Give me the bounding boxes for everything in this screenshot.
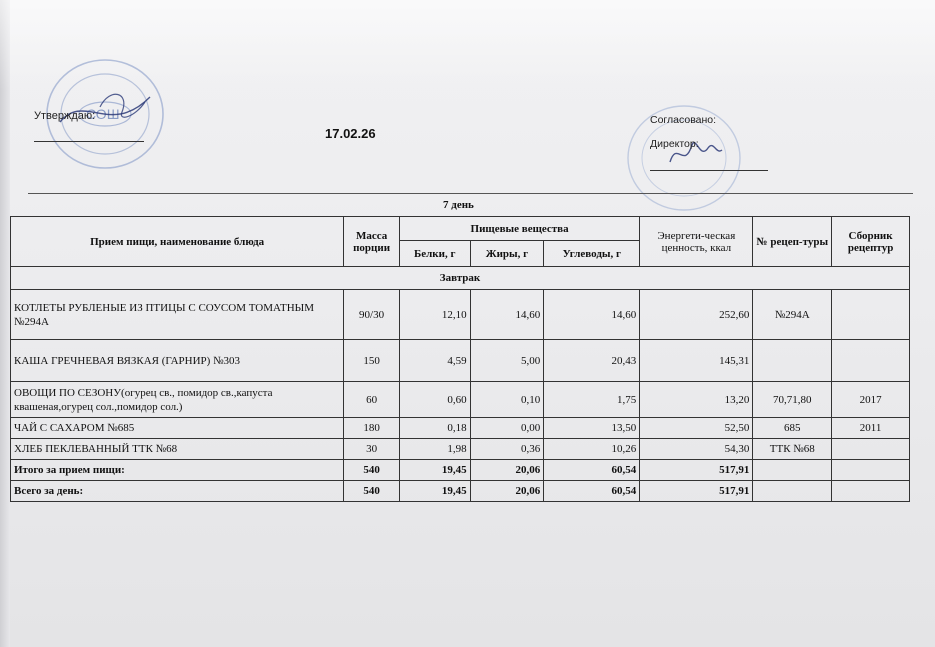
- header-collection: Сборник рецептур: [832, 217, 910, 267]
- dish-collection: [832, 439, 910, 460]
- day-total-energy: 517,91: [640, 481, 753, 502]
- dish-mass: 90/30: [344, 290, 400, 340]
- dish-collection: 2011: [832, 418, 910, 439]
- dish-energy: 52,50: [640, 418, 753, 439]
- dish-fat: 14,60: [470, 290, 544, 340]
- dish-carbs: 20,43: [544, 340, 640, 382]
- day-total-row: [11, 481, 910, 502]
- header-carbs: Углеводы, г: [544, 241, 640, 267]
- dish-carbs: 1,75: [544, 382, 640, 418]
- dish-mass: 180: [344, 418, 400, 439]
- dish-collection: 2017: [832, 382, 910, 418]
- meal-total-protein: 19,45: [399, 460, 470, 481]
- header-fat: Жиры, г: [470, 241, 544, 267]
- paper-fold: [0, 0, 10, 647]
- day-total-label: Всего за день:: [11, 481, 344, 502]
- table-row: [11, 439, 910, 460]
- header-recipe: № рецеп-туры: [753, 217, 832, 267]
- stamp-text: СОШ: [86, 106, 120, 122]
- dish-name: ОВОЩИ ПО СЕЗОНУ(огурец св., помидор св.,капуста квашеная,огурец сол.,помидор сол.): [11, 382, 344, 418]
- dish-mass: 150: [344, 340, 400, 382]
- day-total-collection: [832, 481, 910, 502]
- director-label: Директор:: [650, 138, 699, 150]
- header-dish-name: Прием пищи, наименование блюда: [11, 217, 344, 267]
- dish-fat: 5,00: [470, 340, 544, 382]
- table-row: [11, 382, 910, 418]
- dish-collection: [832, 290, 910, 340]
- dish-energy: 13,20: [640, 382, 753, 418]
- meal-total-carbs: 60,54: [544, 460, 640, 481]
- dish-fat: 0,10: [470, 382, 544, 418]
- header-nutrients: Пищевые вещества: [399, 217, 639, 241]
- dish-carbs: 10,26: [544, 439, 640, 460]
- agreed-label: Согласовано:: [650, 114, 717, 126]
- dish-name: КАША ГРЕЧНЕВАЯ ВЯЗКАЯ (ГАРНИР) №303: [11, 340, 344, 382]
- header-mass: Масса порции: [344, 217, 400, 267]
- dish-recipe: [753, 340, 832, 382]
- dish-energy: 54,30: [640, 439, 753, 460]
- day-total-fat: 20,06: [470, 481, 544, 502]
- dish-protein: 12,10: [399, 290, 470, 340]
- dish-protein: 0,60: [399, 382, 470, 418]
- day-total-mass: 540: [344, 481, 400, 502]
- dish-fat: 0,00: [470, 418, 544, 439]
- dish-carbs: 13,50: [544, 418, 640, 439]
- dish-carbs: 14,60: [544, 290, 640, 340]
- day-total-carbs: 60,54: [544, 481, 640, 502]
- dish-recipe: 70,71,80: [753, 382, 832, 418]
- meal-total-recipe: [753, 460, 832, 481]
- dish-protein: 0,18: [399, 418, 470, 439]
- menu-table: [10, 216, 910, 502]
- meal-total-fat: 20,06: [470, 460, 544, 481]
- dish-fat: 0,36: [470, 439, 544, 460]
- table-row: [11, 290, 910, 340]
- section-breakfast: Завтрак: [11, 267, 910, 290]
- dish-collection: [832, 340, 910, 382]
- dish-energy: 252,60: [640, 290, 753, 340]
- dish-recipe: 685: [753, 418, 832, 439]
- dish-name: КОТЛЕТЫ РУБЛЕНЫЕ ИЗ ПТИЦЫ С СОУСОМ ТОМАТНЫМ №294А: [11, 290, 344, 340]
- dish-protein: 1,98: [399, 439, 470, 460]
- menu-date: 17.02.26: [325, 126, 376, 141]
- day-label: 7 день: [443, 199, 474, 211]
- dish-recipe: №294А: [753, 290, 832, 340]
- dish-recipe: ТТК №68: [753, 439, 832, 460]
- meal-total-label: Итого за прием пищи:: [11, 460, 344, 481]
- day-total-recipe: [753, 481, 832, 502]
- meal-total-mass: 540: [344, 460, 400, 481]
- dish-name: ЧАЙ С САХАРОМ №685: [11, 418, 344, 439]
- day-total-protein: 19,45: [399, 481, 470, 502]
- meal-total-row: [11, 460, 910, 481]
- approve-label: Утверждаю:: [34, 110, 96, 122]
- dish-protein: 4,59: [399, 340, 470, 382]
- dish-mass: 60: [344, 382, 400, 418]
- meal-total-collection: [832, 460, 910, 481]
- approve-signature-line: [34, 141, 144, 142]
- header-divider: [28, 193, 913, 194]
- table-row: [11, 418, 910, 439]
- dish-mass: 30: [344, 439, 400, 460]
- director-signature-line: [650, 170, 768, 171]
- meal-total-energy: 517,91: [640, 460, 753, 481]
- header-energy: Энергети-ческая ценность, ккал: [640, 217, 753, 267]
- header-protein: Белки, г: [399, 241, 470, 267]
- table-row: [11, 340, 910, 382]
- dish-energy: 145,31: [640, 340, 753, 382]
- dish-name: ХЛЕБ ПЕКЛЕВАННЫЙ ТТК №68: [11, 439, 344, 460]
